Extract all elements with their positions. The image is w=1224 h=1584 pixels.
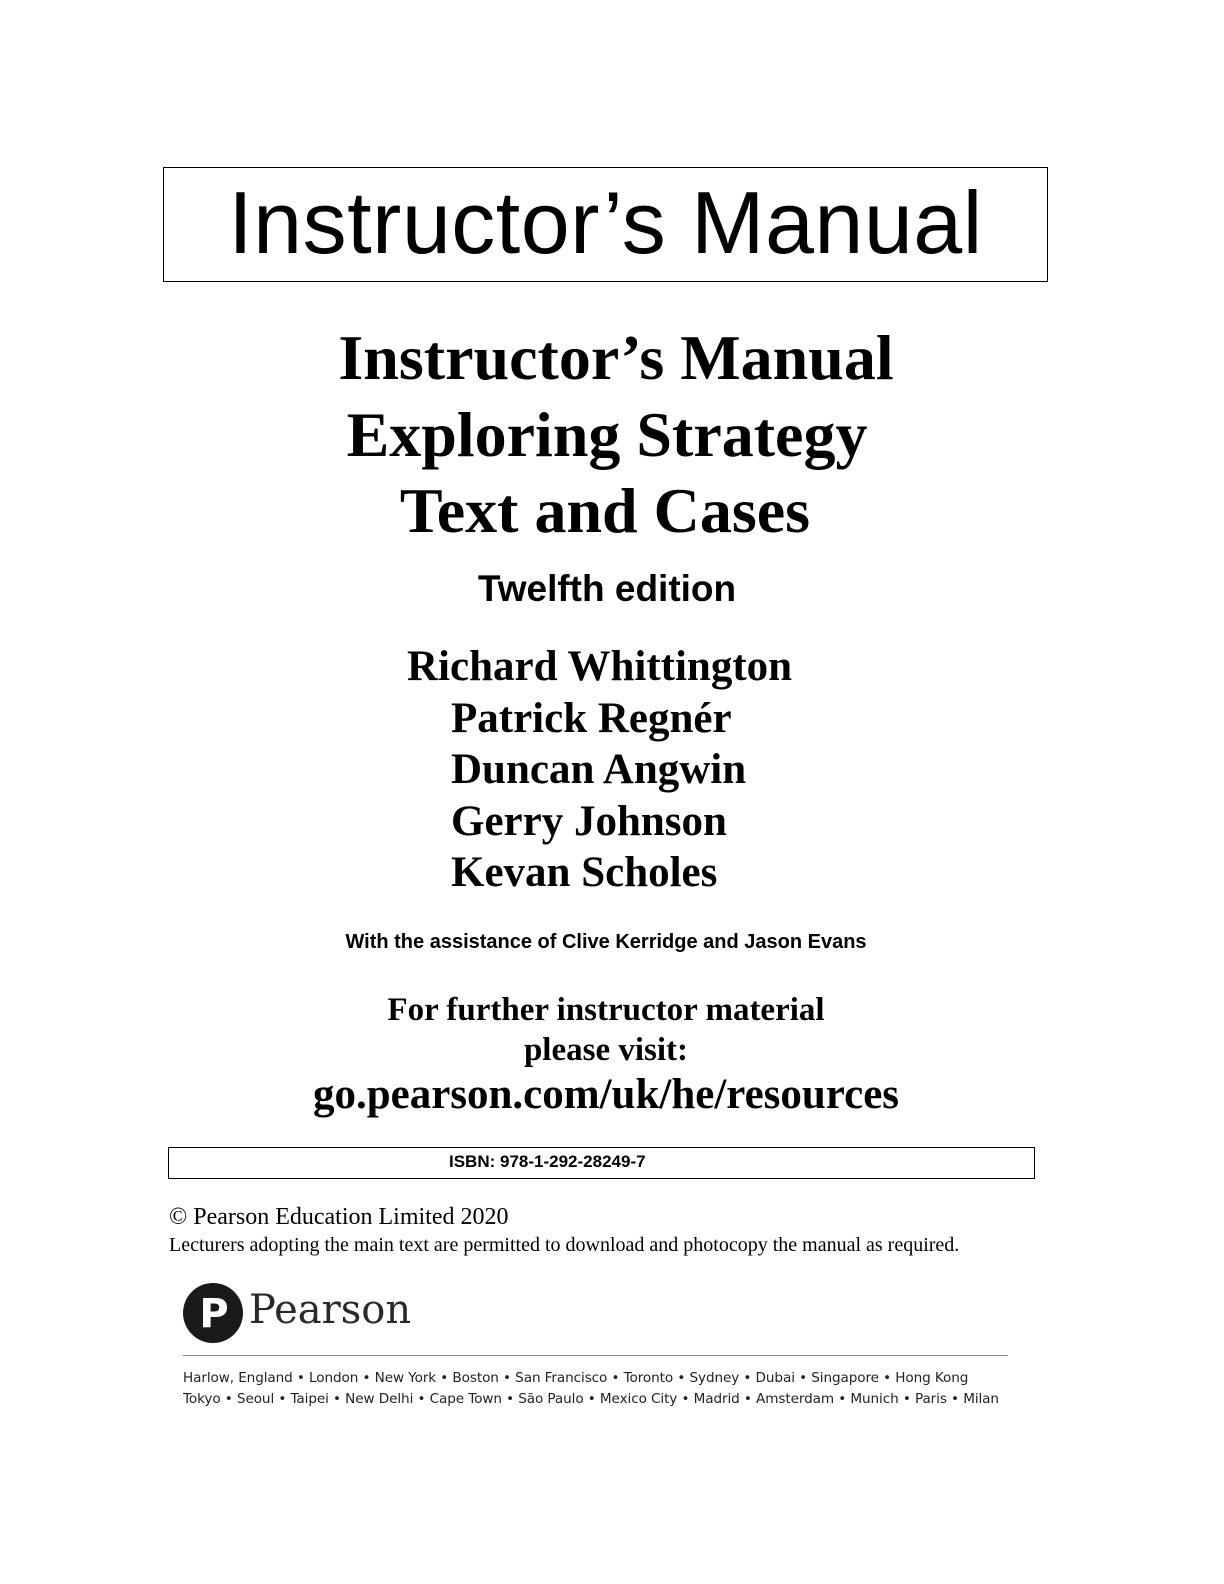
author-name: Patrick Regnér (451, 695, 732, 742)
author-name: Gerry Johnson (451, 798, 727, 845)
further-material-line-1: For further instructor material (387, 992, 825, 1028)
resources-url[interactable]: go.pearson.com/uk/he/resources (312, 1071, 900, 1118)
permission-note: Lecturers adopting the main text are permitted to download and photocopy the manual as required. (169, 1234, 960, 1256)
divider (183, 1355, 1008, 1356)
isbn-box (168, 1147, 1035, 1179)
author-name: Duncan Angwin (451, 746, 747, 793)
edition: Twelfth edition (477, 568, 737, 609)
copyright: © Pearson Education Limited 2020 (169, 1204, 509, 1230)
banner-box (163, 167, 1048, 282)
pearson-logo-icon (183, 1283, 243, 1343)
further-material-line-2: please visit: (523, 1032, 689, 1068)
logo-letter: P (199, 1291, 229, 1337)
title-line-2: Exploring Strategy (346, 399, 868, 470)
assistance-note: With the assistance of Clive Kerridge and Jason Evans (345, 931, 867, 953)
author-name: Richard Whittington (407, 643, 793, 690)
author-name: Kevan Scholes (451, 849, 718, 896)
isbn: ISBN: 978-1-292-28249-7 (449, 1152, 646, 1171)
banner-title: Instructor’s Manual (228, 172, 983, 272)
title-line-1: Instructor’s Manual (338, 322, 894, 393)
cities-line-2: Tokyo • Seoul • Taipei • New Delhi • Cape Town • São Paulo • Mexico City • Madrid • Amsterdam • Munich • Paris • Milan (183, 1391, 999, 1407)
title-line-3: Text and Cases (399, 475, 811, 546)
cities-line-1: Harlow, England • London • New York • Boston • San Francisco • Toronto • Sydney • Dubai • Singapore • Hong Kong (183, 1370, 969, 1386)
pearson-wordmark: Pearson (249, 1287, 412, 1333)
